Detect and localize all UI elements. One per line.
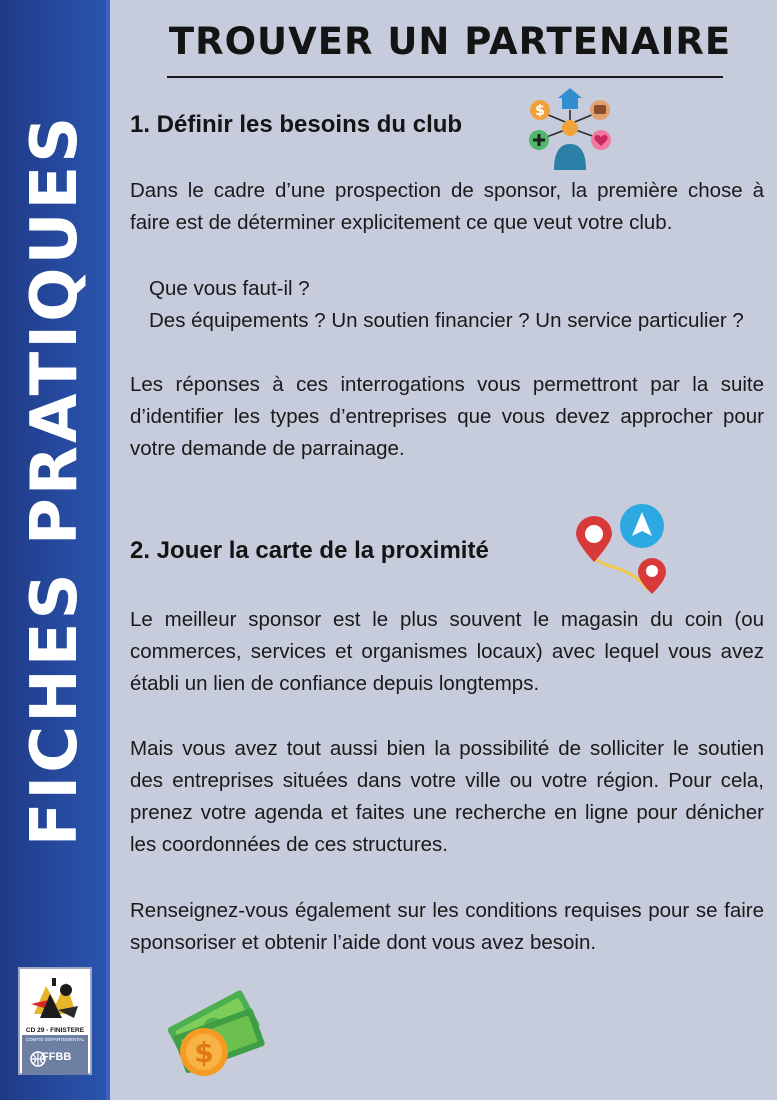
money-icon bbox=[160, 988, 270, 1080]
section-1-paragraph-2: Les réponses à ces interrogations vous permettront par la suite d’identifier les types d’entreprises que vous devez approcher pour votre demande de parrainage. bbox=[130, 373, 764, 460]
section-2-paragraph-2: Mais vous avez tout aussi bien la possibilité de solliciter le soutien des entreprises situées dans votre ville ou votre région. Pour cela, prenez votre agenda et faites une recherche en ligne pour dénicher les coordonnées de ces structures. bbox=[130, 737, 764, 856]
sidebar-stripe bbox=[106, 0, 110, 1100]
logo bbox=[18, 967, 92, 1075]
logo-emblem-icon bbox=[26, 974, 84, 1026]
section-2-heading: 2. Jouer la carte de la proximité bbox=[130, 537, 489, 564]
sidebar-title: FICHES PRATIQUES bbox=[18, 113, 92, 847]
svg-text:$: $ bbox=[535, 103, 545, 119]
logo-text-cd29: CD 29 - FINISTERE bbox=[25, 1027, 85, 1034]
map-pins-icon bbox=[568, 500, 676, 600]
svg-text:$: $ bbox=[194, 1036, 214, 1069]
logo-text-ffbb: FFBB bbox=[42, 1051, 72, 1063]
logo-text-comite: COMITÉ DÉPARTEMENTAL bbox=[25, 1037, 85, 1042]
section-1-question-2: Des équipements ? Un soutien financier ? Un service particulier ? bbox=[149, 309, 744, 332]
section-1-heading: 1. Définir les besoins du club bbox=[130, 111, 463, 138]
section-1-paragraph-1: Dans le cadre d’une prospection de sponsor, la première chose à faire est de déterminer explicitement ce que veut votre club. bbox=[130, 179, 764, 234]
section-1-question-1: Que vous faut-il ? bbox=[149, 277, 310, 300]
section-2-paragraph-1: Le meilleur sponsor est le plus souvent le magasin du coin (ou commerces, services et organismes locaux) avec lequel vous avez établi un lien de confiance depuis longtemps. bbox=[130, 608, 764, 695]
logo-band bbox=[22, 1035, 88, 1075]
needs-network-icon bbox=[524, 86, 616, 172]
sidebar bbox=[0, 0, 110, 1100]
title-divider bbox=[167, 76, 723, 78]
section-2-paragraph-3: Renseignez-vous également sur les conditions requises pour se faire sponsoriser et obtenir l’aide dont vous avez besoin. bbox=[130, 899, 764, 954]
page-title: TROUVER UN PARTENAIRE bbox=[168, 20, 732, 63]
